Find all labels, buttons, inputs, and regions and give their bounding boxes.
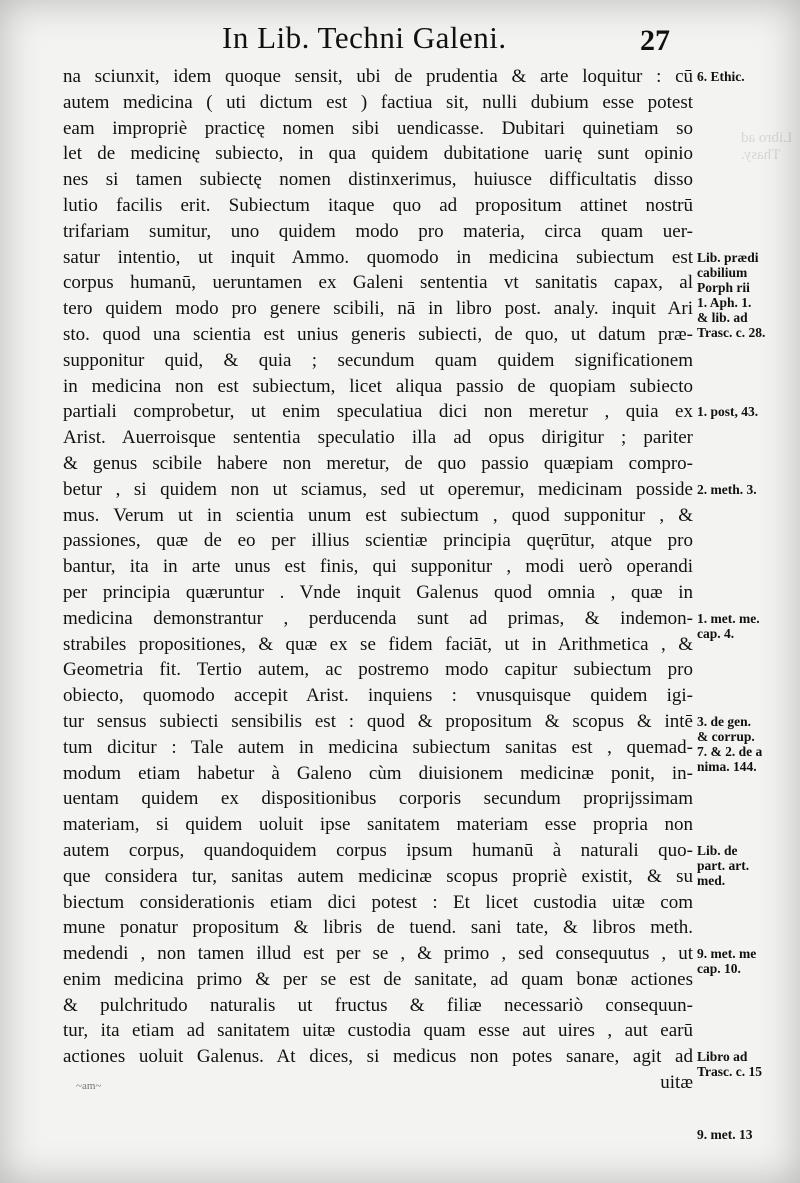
text-line: partiali comprobetur, ut enim speculatiua dici non meretur , quia ex	[63, 401, 693, 423]
text-line: strabiles propositiones, & quæ ex se fidem faciāt, ut in Arithmetica , &	[63, 633, 693, 655]
text-line: na sciunxit, idem quoque sensit, ubi de prudentia & arte loquitur : cū	[63, 66, 693, 87]
margin-note: Lib. prædi cabilium Porph rii 1. Aph. 1. & lib. ad Trasc. c. 28.	[697, 249, 766, 340]
page-header	[0, 20, 800, 60]
text-line: mus. Verum ut in scientia unum est subiectum , quod supponitur , &	[63, 504, 693, 526]
text-line: actiones uoluit Galenus. At dices, si medicus non potes sanare, agit ad	[63, 1046, 693, 1068]
catchword-mark: ~am~	[76, 1080, 102, 1092]
text-line: bantur, ita in arte unus est finis, qui supponitur , modi uerò operandi	[63, 556, 693, 578]
margin-note: Lib. de part. art. med.	[697, 843, 750, 888]
margin-note: 9. met. 13	[697, 1126, 753, 1142]
text-line: Geometria fit. Tertio autem, ac postremo modo capitur subiectum pro	[63, 659, 693, 681]
text-line: let de medicinę subiecto, in qua quidem dubitatione uarię sunt opinio	[63, 143, 693, 165]
text-line: & genus scibile habere non meretur, de quo passio quæpiam compro-	[63, 452, 693, 474]
margin-note: 9. met. me cap. 10.	[697, 946, 757, 977]
text-line: medicina demonstrantur , perducenda sunt ad primas, & indemon-	[63, 607, 693, 629]
text-line: corpus humanū, ueruntamen ex Galeni sententia vt sanitatis capax, al	[63, 272, 693, 294]
show-through-text: Libro ad Thasy.	[740, 130, 792, 163]
text-line: medendi , non tamen illud est per se , & primo , sed consequutus , ut	[63, 943, 693, 965]
text-line: & pulchritudo naturalis ut fructus & filiæ necessariò consequun-	[63, 994, 693, 1016]
text-line: Arist. Auerroisque sententia speculatio illa ad opus dirigitur ; pariter	[63, 427, 693, 449]
text-line: tur sensus subiecti sensibilis est : quod & propositum & scopus & intē	[63, 710, 693, 732]
text-line: supponitur quid, & quia ; secundum quam quidem significationem	[63, 349, 693, 371]
margin-notes	[697, 0, 792, 1183]
text-line: lutio facilis erit. Subiectum itaque quo ad propositum attinet nostrū	[63, 194, 693, 216]
text-line: nes si tamen subiectę nomen distinxerimus, huiusce difficultatis disso	[63, 169, 693, 191]
margin-note: 1. post, 43.	[697, 404, 759, 420]
text-line: betur , si quidem non ut sciamus, sed ut operemur, medicinam possidе	[63, 478, 693, 500]
text-line: obiecto, quomodo accepit Arist. inquiens : vnusquisque quidem igi-	[63, 685, 693, 707]
text-line: tum dicitur : Tale autem in medicina subiectum sanitas est , quemad-	[63, 736, 693, 758]
text-line: satur intentio, ut inquit Ammo. quomodo in medicina subiectum est	[63, 246, 693, 268]
text-line: modum etiam habetur à Galeno cùm diuisionem medicinæ ponit, in-	[63, 762, 693, 784]
text-line: materiam, si quidem uoluit ipse sanitatem materiam esse propria non	[63, 814, 693, 836]
text-line: uentam quidem ex dispositionibus corporis secundum proprijssimam	[63, 788, 693, 810]
margin-note: 2. meth. 3.	[697, 481, 757, 497]
text-line: tur, ita etiam ad sanitatem uitæ custodia quam esse aut uires , aut earū	[63, 1020, 693, 1042]
margin-note: 6. Ethic.	[697, 69, 745, 84]
text-line: biectum considerationis etiam dici potest : Et licet custodia uitæ com	[63, 891, 693, 913]
text-line: uitæ	[660, 1072, 693, 1094]
text-line: mune ponatur propositum & libris de tuend. sani tate, & libros meth.	[63, 917, 693, 939]
text-line: per principia quæruntur . Vnde inquit Galenus quod omnia , quæ in	[63, 581, 693, 603]
text-line: sto. quod una scientia est unius generis subiecti, de quo, ut datum præ-	[63, 323, 693, 345]
running-title: In Lib. Techni Galeni.	[222, 20, 507, 55]
margin-note: 1. met. me. cap. 4.	[697, 610, 760, 641]
folio-number: 27	[640, 24, 670, 57]
margin-note: Libro ad Trasc. c. 15	[697, 1049, 762, 1080]
text-line: tero quidem modo pro genere scibili, nā in libro post. analy. inquit Ari	[63, 298, 693, 320]
text-line: enim medicina primo & per se est de sanitate, ad quam bonæ actiones	[63, 968, 693, 990]
main-text-block	[63, 64, 693, 1096]
margin-note: 3. de gen. & corrup. 7. & 2. de a nima. 144.	[697, 714, 763, 774]
text-line: passiones, quæ de eo per illius scientiæ principia quęrūtur, atque pro	[63, 530, 693, 552]
text-line: autem medicina ( uti dictum est ) factiua sit, nulli dubium esse potest	[63, 91, 693, 113]
text-line: eam impropriè practicę nomen sibi uendicasse. Dubitari quinetiam so	[63, 117, 693, 139]
text-line: que considera tur, sanitas autem medicinæ scopus propriè existit, & su	[63, 865, 693, 887]
text-line: in medicina non est subiectum, licet aliqua passio de quopiam subiecto	[63, 375, 693, 397]
text-line: trifariam sumitur, uno quidem modo pro materia, circa quam uer-	[63, 220, 693, 242]
text-line: autem corpus, quandoquidem corpus ipsum humanū à naturali quo-	[63, 839, 693, 861]
